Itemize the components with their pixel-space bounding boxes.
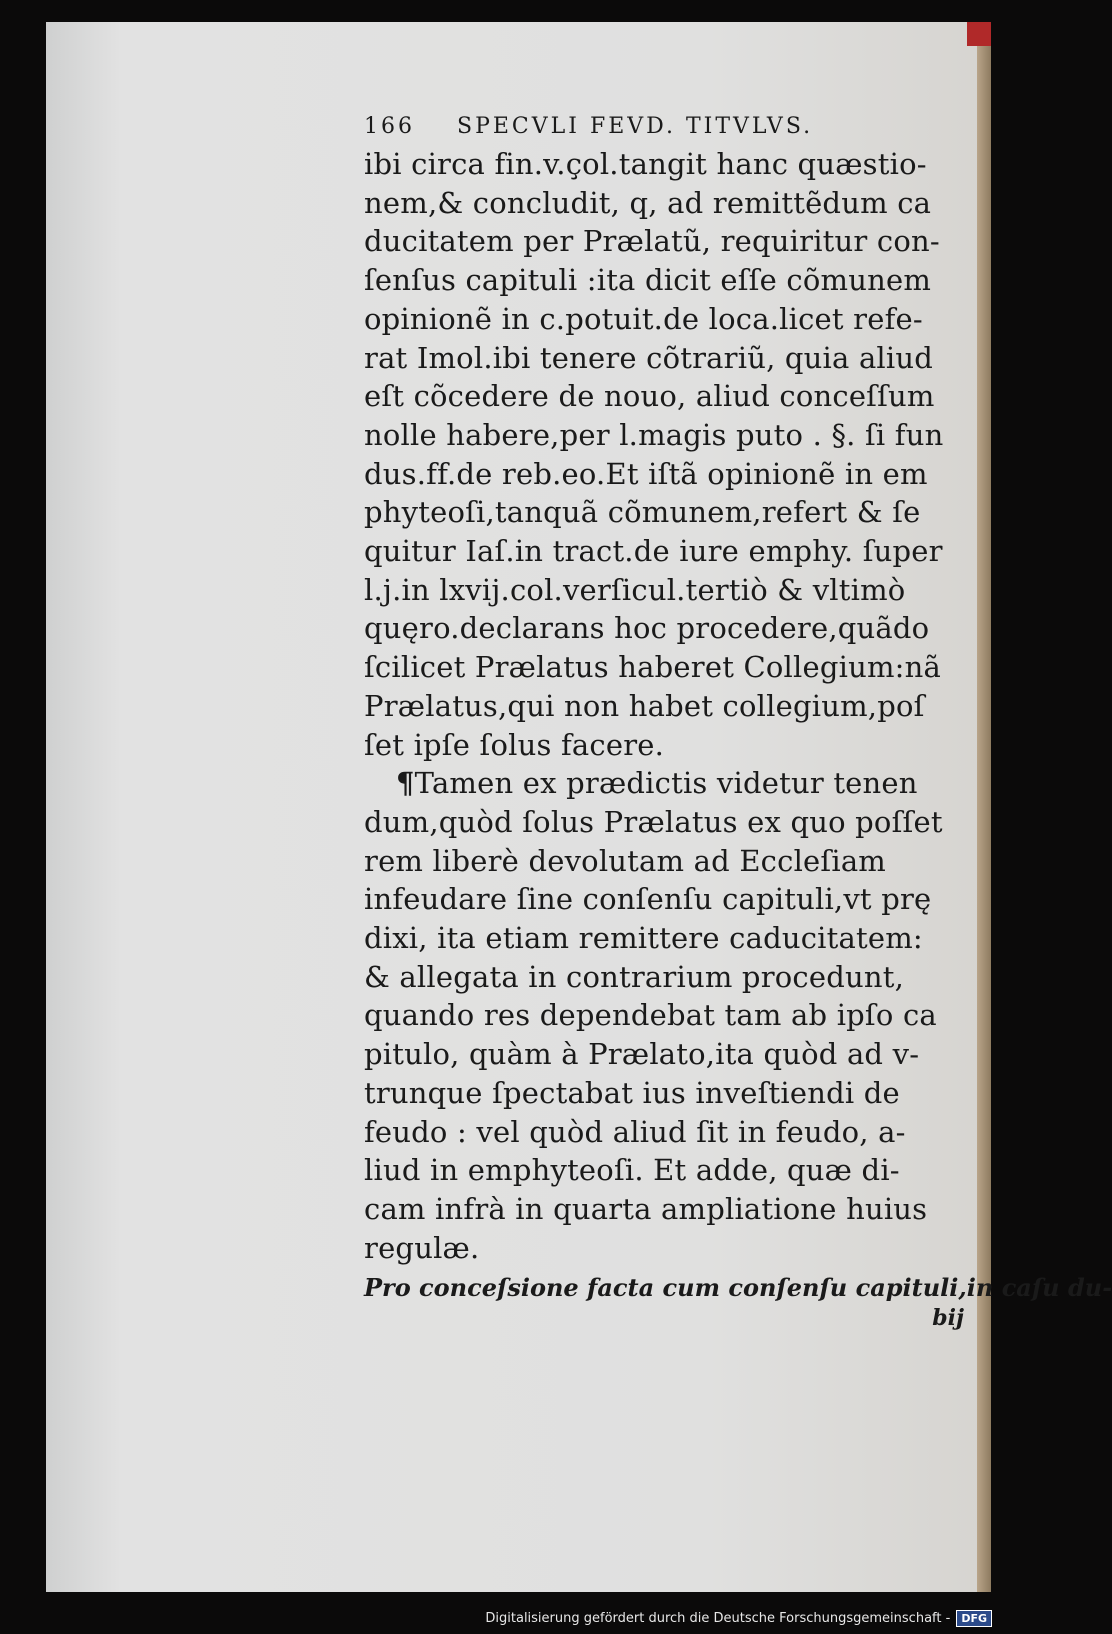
text-line: Prælatus,qui non habet collegium,poſ: [364, 688, 925, 723]
text-line: quando res dependebat tam ab ipſo ca: [364, 998, 937, 1033]
text-line: dum,quòd ſolus Prælatus ex quo poſſet: [364, 804, 943, 839]
text-line: dixi, ita etiam remittere caducitatem:: [364, 921, 923, 956]
dfg-logo: DFG: [956, 1610, 992, 1627]
text-line: nolle habere,per l.magis puto . §. ſi fun: [364, 417, 944, 452]
running-head: [364, 114, 1004, 139]
text-line: cam infrà in quarta ampliatione huius: [364, 1191, 928, 1226]
pilcrow-icon: ¶: [396, 766, 415, 801]
text-line: pitulo, quàm à Prælato,ita quòd ad v-: [364, 1037, 920, 1072]
text-line: nem,& concludit, q, ad remittẽdum ca: [364, 185, 932, 220]
text-line: phyteoſi,tanquã cõmunem,refert & ſe: [364, 495, 921, 530]
text-line: trunque ſpectabat ius inveſtiendi de: [364, 1075, 900, 1110]
text-line: dus.ff.de reb.eo.Et iſtã opinionẽ in em: [364, 456, 928, 491]
text-line: feudo : vel quòd aliud ſit in feudo, a-: [364, 1114, 906, 1149]
catchword: bij: [932, 1305, 964, 1332]
page-number: 166: [364, 114, 415, 139]
section-heading: Pro conceſsione facta cum conſenſu capituli,in caſu du-: [364, 1273, 1112, 1303]
corner-marker: [967, 22, 991, 46]
text-line: & allegata in contrarium procedunt,: [364, 959, 905, 994]
text-line: quęro.declarans hoc procedere,quãdo: [364, 611, 930, 646]
paragraph-2: [364, 764, 1004, 1267]
text-line: ¶Tamen ex prædictis videtur tenen: [396, 766, 918, 801]
text-line: ibi circa fin.v.çol.tangit hanc quæstio-: [364, 147, 927, 181]
text-line: opinionẽ in c.potuit.de loca.licet refe-: [364, 301, 923, 336]
text-line: l.j.in lxvij.col.verſicul.tertiò & vltimò: [364, 572, 906, 607]
text-line: ſenſus capituli :ita dicit eſſe cõmunem: [364, 263, 932, 298]
footer-bar: [0, 1602, 1000, 1634]
book-page: [46, 22, 1112, 1592]
text-line: regulæ.: [364, 1230, 480, 1265]
text-line: infeudare ſine conſenſu capituli,vt prę: [364, 882, 932, 917]
text-block: [364, 114, 1112, 1332]
text-line: ducitatem per Prælatũ, requiritur con-: [364, 224, 940, 259]
paragraph-1: [364, 145, 1004, 764]
footer-credit: Digitalisierung gefördert durch die Deutsche Forschungsgemeinschaft -: [485, 1610, 951, 1626]
text-line: eſt cõcedere de nouo, aliud conceſſum: [364, 379, 935, 414]
text-line: ſcilicet Prælatus haberet Collegium:nã: [364, 650, 942, 685]
running-title: SPECVLI FEVD. TITVLVS.: [457, 114, 814, 139]
text-line: quitur Iaſ.in tract.de iure emphy. ſuper: [364, 534, 943, 569]
text-line: liud in emphyteoſi. Et adde, quæ di-: [364, 1153, 900, 1188]
text-line: rem liberè devolutam ad Eccleſiam: [364, 843, 887, 878]
text-line: ſet ipſe ſolus facere.: [364, 727, 665, 762]
text-line: rat Imol.ibi tenere cõtrariũ, quia aliud: [364, 340, 934, 375]
